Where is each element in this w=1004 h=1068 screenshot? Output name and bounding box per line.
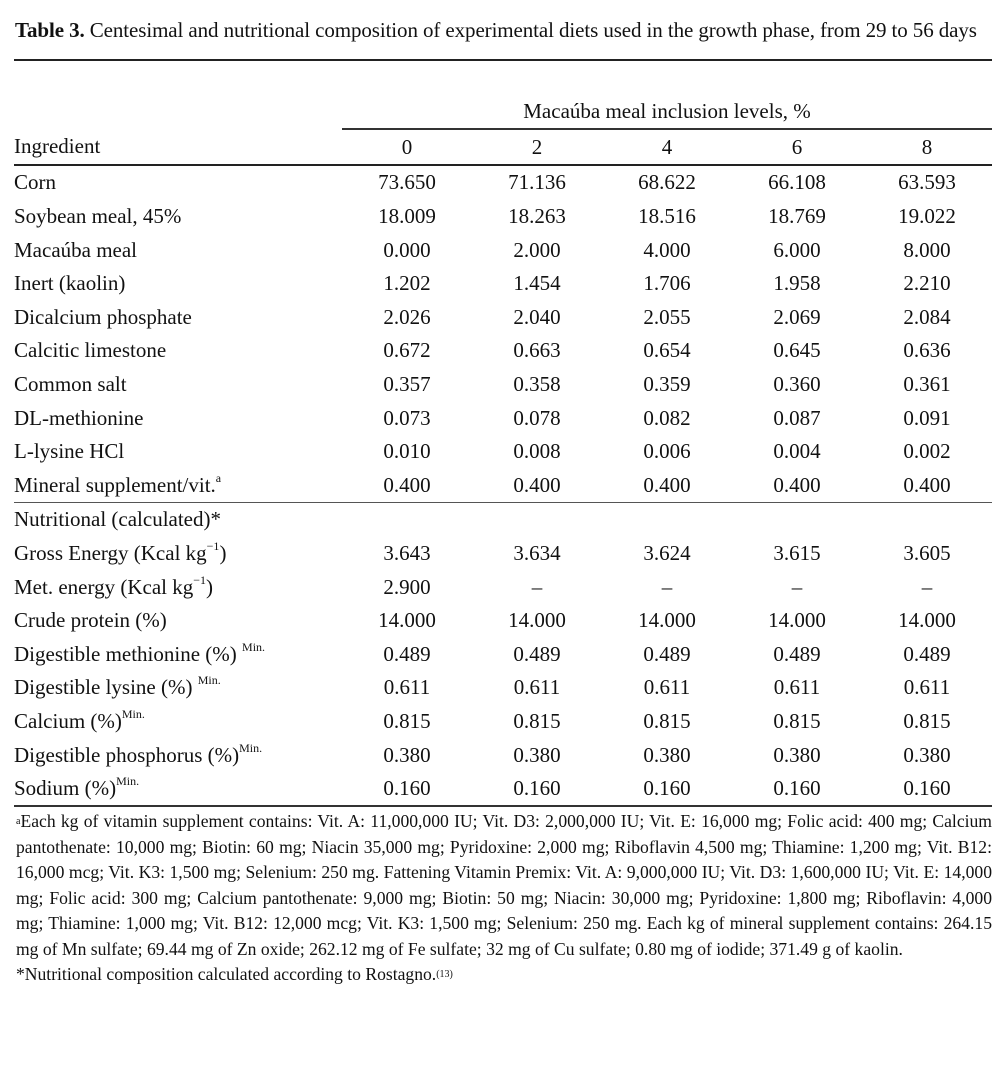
cell-value: 73.650 [378,170,436,195]
nutritional-section-label: Nutritional (calculated)* [14,507,221,532]
cell-value: 0.489 [643,641,691,666]
cell-value: 0.654 [643,338,691,363]
reference-13: (13) [436,969,453,981]
cell-value: 0.087 [773,405,821,430]
cell-value: 0.006 [643,439,691,464]
nutrient-label: Met. energy (Kcal $kg^{-1}$) [14,572,213,599]
ingredient-label: Mineral supplement/vit.$^a$ [14,469,342,503]
cell-value: 0.160 [342,772,472,807]
cell-value: 1.454 [513,271,561,296]
cell-value: 3.624 [643,541,691,566]
cell-value: 0.611 [903,675,951,700]
cell-value: 2.026 [383,304,431,329]
table-row [14,469,992,503]
cell-value: 14.000 [768,608,826,633]
nutritional-section-row [14,503,992,537]
cell-value: 0.380 [643,742,691,767]
cell-value: 0.815 [773,708,821,733]
level-header: 2 [472,129,602,165]
ingredient-header: Ingredient [14,129,342,165]
footnote-a: $^a$Each kg of vitamin supplement contains: Vit. A: 11,000,000 IU; Vit. D3: 2,000,000 IU; Vit. E: 16,000 mg; Folic acid: 400 mg; Calcium pantothenate: 10,000 mg; Biotin: 60 mg; Niacin 35,000 mg; Pyridoxine: 2,000 mg; Riboflavin 4,500 mg; Thiamine: 1,200 mg; Vit. B12: 16,000 mcg; Vit. K3: 1,500 mg; Selenium: 250 mg. Fattening Vitamin Premix: Vit. A: 9,000,000 IU; Vit. D3: 1,600,000 IU; Vit. E: 14,000 mg; Folic acid: 300 mg; Calcium pantothenate: 9,000 mg; Biotin: 50 mg; Niacin: 30,000 mg; Pyridoxine: 1,800 mg; Riboflavin: 4,000 mg; Thiamine: 1,000 mg; Vit. B12: 12,000 mcg; Vit. K3: 1,500 mg; Selenium: 250 mg. Each kg of mineral supplement contains: 264.15 mg of Mn sulfate; 69.44 mg of Zn oxide; 262.12 mg of Fe sulfate; 32 mg of Cu sulfate; 0.80 mg of iodide; 371.49 g of kaolin. [16,811,992,959]
ingredient-label: Calcitic limestone [14,338,167,363]
cell-value: 0.400 [472,469,602,503]
table-row [14,334,992,368]
level-header: 4 [602,129,732,165]
cell-value: 0.380 [773,742,821,767]
cell-value: 2.210 [903,271,951,296]
nutrient-label: Digestible phosphorus (%)$^{Min.}$ [14,740,263,767]
ingredient-label: L-lysine HCl [14,439,125,464]
table-row [14,435,992,469]
cell-value: 0.008 [513,439,561,464]
cell-value: 0.489 [903,641,951,666]
cell-value: 18.769 [768,204,826,229]
cell-value: 0.815 [383,708,431,733]
table-caption [15,14,984,47]
cell-value: 0.358 [513,372,561,397]
nutrient-label: Gross Energy (Kcal $kg^{-1}$) [14,539,227,566]
cell-value: 0.611 [643,675,691,700]
table-label: Table 3. [15,18,85,42]
table-row [14,772,992,807]
ingredient-label: Soybean meal, 45% [14,204,182,229]
table-row [14,638,992,672]
cell-value: 0.361 [903,372,951,397]
cell-value: 8.000 [903,237,951,262]
cell-value: 0.400 [602,469,732,503]
cell-value: 0.815 [513,708,561,733]
cell-value: 0.672 [383,338,431,363]
cell-value: 6.000 [773,237,821,262]
cell-value: 0.380 [383,742,431,767]
cell-value: 63.593 [898,170,956,195]
cell-value: – [921,574,933,599]
cell-value: 0.380 [903,742,951,767]
cell-value: 0.010 [383,439,431,464]
table-row [14,233,992,267]
table-row [14,301,992,335]
cell-value: 0.160 [732,772,862,807]
cell-value: – [661,574,673,599]
level-header: 0 [342,129,472,165]
inclusion-levels-header: Macaúba meal inclusion levels, % [342,95,992,130]
ingredient-label: Corn [14,170,56,195]
cell-value: 0.004 [773,439,821,464]
cell-value: 0.082 [643,405,691,430]
cell-value: 4.000 [643,237,691,262]
nutrient-label: Sodium (%)$^{Min.}$ [14,772,342,807]
cell-value: 71.136 [508,170,566,195]
table-row [14,165,992,200]
cell-value: 0.160 [602,772,732,807]
cell-value: 0.815 [643,708,691,733]
cell-value: 18.516 [638,204,696,229]
cell-value: 0.611 [513,675,561,700]
cell-value: 3.615 [773,541,821,566]
footnote-marker: a [215,470,222,485]
cell-value: 0.489 [513,641,561,666]
cell-value: 2.040 [513,304,561,329]
composition-table [14,59,992,807]
cell-value: 2.900 [383,574,431,599]
cell-value: 19.022 [898,204,956,229]
table-row [14,570,992,604]
ingredient-label: Macaúba meal [14,237,138,262]
table-row [14,738,992,772]
cell-value: 66.108 [768,170,826,195]
footnote-star: *Nutritional composition calculated according to Rostagno.$^{(13)}$ [16,964,453,985]
table-row [14,671,992,705]
cell-value: 18.009 [378,204,436,229]
nutrient-label: Digestible methionine (%) $^{Min.}$ [14,639,266,666]
table-row [14,604,992,638]
footnote-marker: Min. [121,706,145,721]
cell-value: 1.958 [773,271,821,296]
cell-value: 0.360 [773,372,821,397]
table-row [14,705,992,739]
ingredient-label: DL-methionine [14,405,144,430]
cell-value: 2.069 [773,304,821,329]
cell-value: 2.000 [513,237,561,262]
unit-exponent: −1 [193,572,206,587]
level-header: 6 [732,129,862,165]
cell-value: 0.091 [903,405,951,430]
ingredient-label: Inert (kaolin) [14,271,126,296]
cell-value: 0.359 [643,372,691,397]
table-row [14,537,992,571]
cell-value: 0.160 [862,772,992,807]
cell-value: 3.605 [903,541,951,566]
cell-value: 14.000 [898,608,956,633]
table-row [14,368,992,402]
column-header-row [14,129,992,165]
cell-value: 14.000 [508,608,566,633]
caption-text: Centesimal and nutritional composition of experimental diets used in the growth phase, from 29 to 56 days [84,18,977,42]
nutrient-label: Digestible lysine (%) $^{Min.}$ [14,673,221,700]
cell-value: 3.634 [513,541,561,566]
cell-value: 0.078 [513,405,561,430]
ingredient-label: Common salt [14,372,127,397]
cell-value: 0.663 [513,338,561,363]
cell-value: 0.400 [342,469,472,503]
cell-value: 0.160 [472,772,602,807]
cell-value: 0.400 [862,469,992,503]
cell-value: 1.706 [643,271,691,296]
cell-value: 0.489 [383,641,431,666]
nutrient-label: Calcium (%)$^{Min.}$ [14,706,145,733]
cell-value: – [791,574,803,599]
cell-value: 0.611 [383,675,431,700]
nutrient-label: Crude protein (%) [14,608,167,633]
footnote-marker: Min. [239,740,263,755]
cell-value: 0.000 [383,237,431,262]
cell-value: 0.380 [513,742,561,767]
cell-value: 0.489 [773,641,821,666]
cell-value: 0.611 [773,675,821,700]
footnote-marker: Min. [242,639,266,654]
footnote-marker: Min. [197,673,221,688]
cell-value: 2.084 [903,304,951,329]
footnote-marker: Min. [116,774,140,789]
cell-value: 14.000 [378,608,436,633]
cell-value: 0.357 [383,372,431,397]
cell-value: 0.002 [903,439,951,464]
cell-value: 14.000 [638,608,696,633]
unit-exponent: −1 [206,539,220,554]
footnote-a-mark: a [16,816,21,828]
table-row [14,267,992,301]
cell-value: 0.400 [732,469,862,503]
cell-value: – [531,574,543,599]
table-row [14,200,992,234]
cell-value: 2.055 [643,304,691,329]
cell-value: 1.202 [383,271,431,296]
level-header: 8 [862,129,992,165]
cell-value: 0.645 [773,338,821,363]
ingredient-label: Dicalcium phosphate [14,304,192,329]
table-row [14,401,992,435]
cell-value: 0.815 [903,708,951,733]
cell-value: 68.622 [638,170,696,195]
cell-value: 0.073 [383,405,431,430]
cell-value: 3.643 [383,541,431,566]
cell-value: 18.263 [508,204,566,229]
table-footnotes [14,809,992,988]
cell-value: 0.636 [903,338,951,363]
